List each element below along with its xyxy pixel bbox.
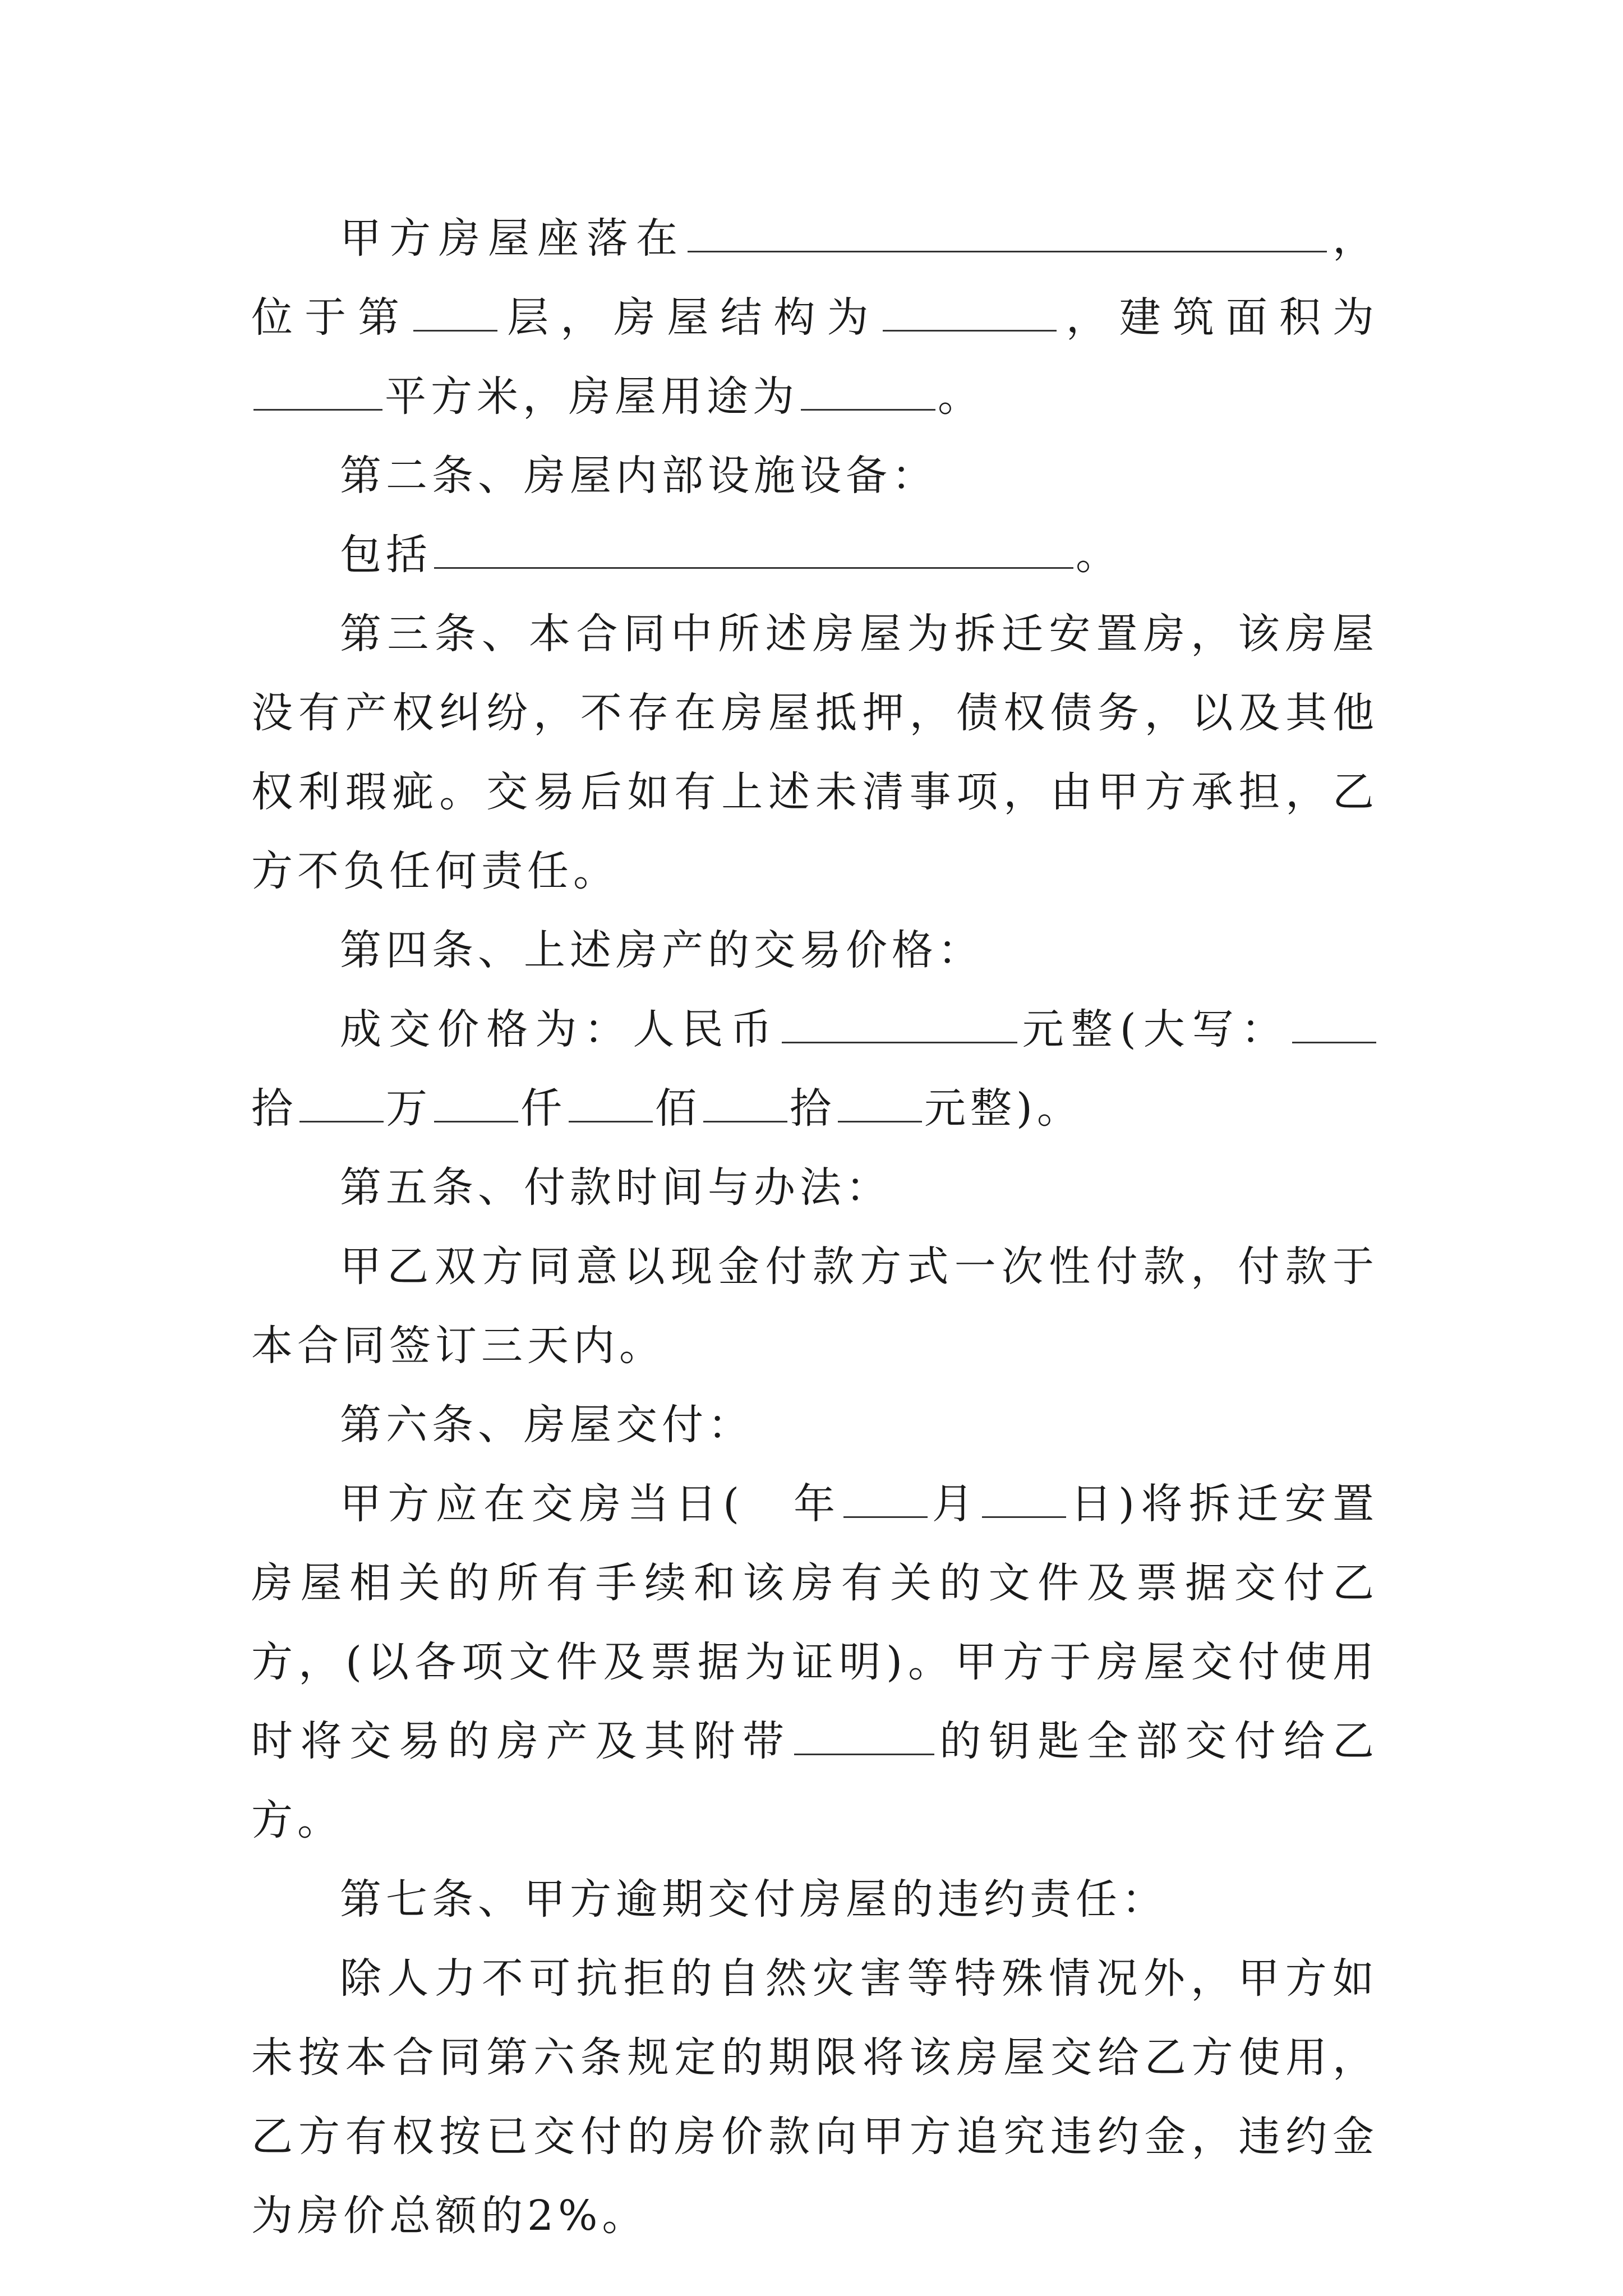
article-2-body — [251, 516, 1378, 595]
qian-unit: 仟 — [520, 1084, 566, 1133]
contract-page — [251, 199, 1378, 2256]
day-blank[interactable] — [982, 1479, 1066, 1518]
includes-suffix: 。 — [1076, 531, 1122, 579]
price-uppercase-label: 元整(大写： — [1019, 1005, 1290, 1053]
house-location-paragraph — [251, 199, 1378, 436]
ten-thousand-blank[interactable] — [299, 1084, 384, 1122]
unit-blank[interactable] — [838, 1084, 922, 1122]
article-7-body: 除人力不可抗拒的自然灾害等特殊情况外，甲方如未按本合同第六条规定的期限将该房屋交给乙方使用，乙方有权按已交付的房价款向甲方追究违约金，违约金为房价总额的2%。 — [251, 1954, 1378, 2240]
usage-suffix: 。 — [938, 372, 984, 421]
hundred-blank[interactable] — [569, 1084, 653, 1122]
area-blank[interactable] — [253, 372, 382, 411]
article-3-paragraph: 第三条、本合同中所述房屋为拆迁安置房，该房屋没有产权纠纷，不存在房屋抵押，债权债务，以及其他权利瑕疵。交易后如有上述未清事项，由甲方承担，乙方不负任何责任。 — [251, 610, 1378, 895]
price-suffix: 元整)。 — [924, 1084, 1083, 1133]
facilities-blank[interactable] — [434, 530, 1073, 569]
shi-unit-2: 拾 — [790, 1084, 836, 1133]
floor-blank[interactable] — [413, 293, 497, 332]
area-label: ，建筑面积为 — [1058, 293, 1379, 342]
article-5-title: 第五条、付款时间与办法： — [340, 1163, 892, 1212]
handover-text: 日)将拆迁安置房屋相关的所有手续和该房有关的文件及票据交付乙方，(以各项文件及票据为证明)。甲方于房屋交付使用时将交易的房产及其附带 — [251, 1480, 1379, 1765]
article-4-title: 第四条、上述房产的交易价格： — [340, 926, 984, 974]
article-6-body — [251, 1465, 1378, 1860]
price-label: 成交价格为：人民币 — [340, 1005, 780, 1053]
article-7-title: 第七条、甲方逾期交付房屋的违约责任： — [340, 1875, 1168, 1924]
attachments-blank[interactable] — [794, 1717, 934, 1755]
location-blank[interactable] — [688, 214, 1327, 252]
price-blank[interactable] — [782, 1005, 1017, 1043]
area-unit: 平方 — [385, 372, 477, 421]
usage-blank[interactable] — [801, 372, 935, 411]
structure-label: 层，房屋结构为 — [500, 293, 880, 342]
article-4-body — [251, 990, 1378, 1148]
article-5-body: 甲乙双方同意以现金付款方式一次性付款，付款于本合同签订三天内。 — [251, 1243, 1378, 1370]
hundred-thousand-blank[interactable] — [1292, 1005, 1376, 1043]
location-label: 甲方房屋座落在 — [340, 214, 685, 263]
handover-date-label: 甲方应在交房当日( 年 — [340, 1480, 842, 1528]
usage-label: 米，房屋用途为 — [477, 372, 799, 421]
ten-blank[interactable] — [703, 1084, 787, 1122]
keys-text: 的钥匙全部交付给乙方。 — [251, 1717, 1379, 1844]
month-unit: 月 — [930, 1480, 980, 1528]
thousand-blank[interactable] — [434, 1084, 518, 1122]
wan-unit: 万 — [386, 1084, 432, 1133]
article-2-title: 第二条、房屋内部设施设备： — [340, 452, 938, 500]
floor-label: 于第 — [305, 293, 412, 342]
includes-label: 包括 — [340, 531, 432, 579]
structure-blank[interactable] — [883, 293, 1057, 332]
bai-unit: 佰 — [655, 1084, 701, 1133]
article-6-title: 第六条、房屋交付： — [340, 1401, 754, 1449]
location-suffix: ，位 — [251, 214, 1378, 342]
month-blank[interactable] — [843, 1479, 928, 1518]
shi-unit: 拾 — [251, 1084, 297, 1133]
